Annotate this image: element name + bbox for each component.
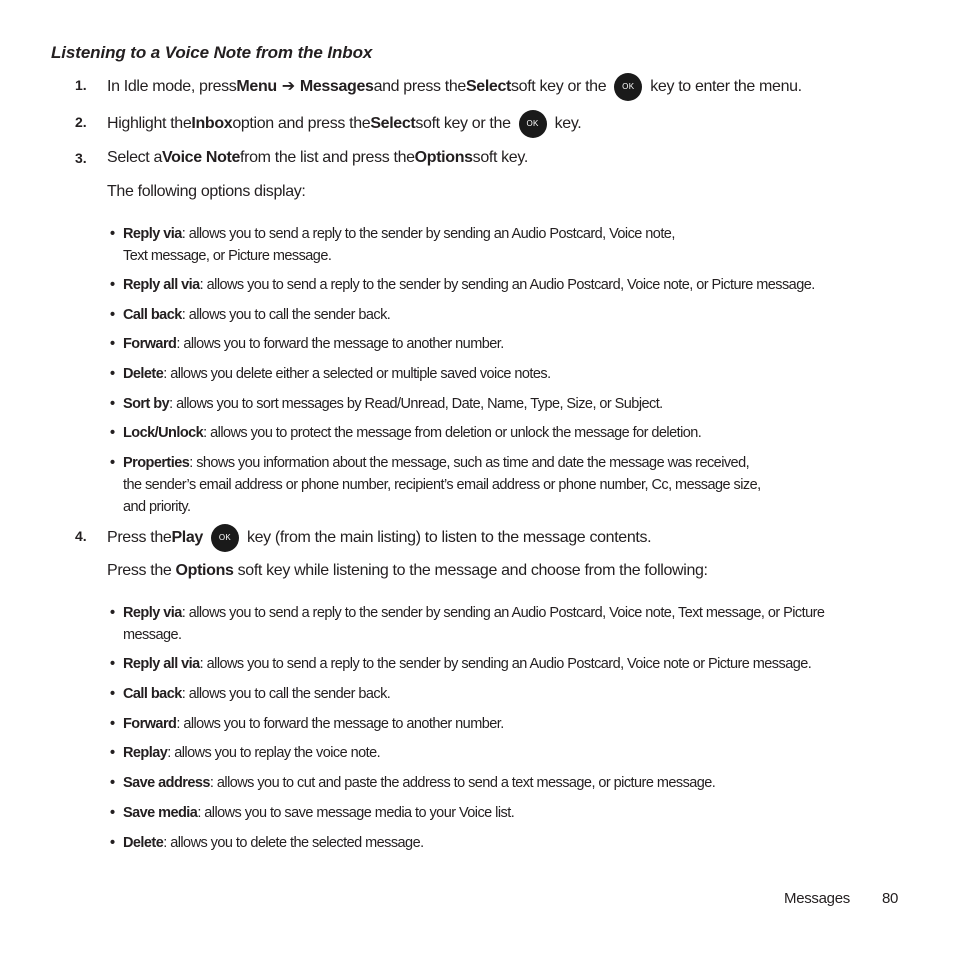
list-item-text — [123, 393, 663, 415]
list-item-line: message. — [123, 627, 182, 643]
bullet-icon: • — [110, 686, 115, 702]
step-number: 4. — [75, 528, 87, 544]
list-item-line: Reply via: allows you to send a reply to the sender by sending an Audio Postcard, Voice note, — [123, 226, 675, 242]
option-label: Delete — [123, 835, 164, 851]
option-label: Forward — [123, 716, 177, 732]
page-number: 80 — [882, 890, 899, 907]
select-label: Select — [370, 115, 416, 132]
list-item-text — [123, 274, 815, 296]
list-item-line: Forward: allows you to forward the message to another number. — [123, 716, 504, 732]
list-item-text — [123, 602, 824, 646]
option-label: Call back — [123, 307, 182, 323]
option-label: Reply all via — [123, 656, 200, 672]
list-item-text — [123, 802, 514, 824]
bullet-icon: • — [110, 775, 115, 791]
bullet-icon: • — [110, 656, 115, 672]
ok-key-icon: OK — [614, 73, 642, 101]
bullet-icon: • — [110, 716, 115, 732]
list-item-text — [123, 832, 424, 854]
list-item-line: the sender’s email address or phone number, recipient’s email address or phone number, Cc, message size, — [123, 477, 761, 493]
messages-label: Messages — [299, 78, 374, 95]
option-label: Sort by — [123, 396, 170, 412]
list-item-text — [123, 304, 390, 326]
option-label: Properties — [123, 455, 190, 471]
options-label: Options — [414, 149, 473, 166]
bullet-icon: • — [110, 745, 115, 761]
step-text: Press the Play OK key (from the main listing) to listen to the message contents. — [107, 524, 651, 552]
list-item-text — [123, 452, 761, 518]
list-item-text — [123, 742, 380, 764]
step-text: Select a Voice Note from the list and press the Options soft key. — [107, 146, 528, 170]
list-item-text — [123, 653, 811, 675]
bullet-icon: • — [110, 277, 115, 293]
bullet-icon: • — [110, 425, 115, 441]
step-text: In Idle mode, press Menu ➔ Messages and press the Select soft key or the OK key to enter the menu. — [107, 73, 802, 101]
list-item-line: Lock/Unlock: allows you to protect the message from deletion or unlock the message for deletion. — [123, 425, 702, 441]
list-item-line: Text message, or Picture message. — [123, 248, 332, 264]
list-item-text — [123, 713, 504, 735]
list-item-line: Call back: allows you to call the sender back. — [123, 686, 391, 702]
bullet-icon: • — [110, 307, 115, 323]
list-item-line: Properties: shows you information about the message, such as time and date the message was received, — [123, 455, 750, 471]
bullet-icon: • — [110, 366, 115, 382]
inbox-label: Inbox — [191, 115, 233, 132]
options-intro-2: Press the Options soft key while listening to the message and choose from the following: — [107, 562, 708, 579]
bullet-icon: • — [110, 396, 115, 412]
list-item-text — [123, 772, 715, 794]
list-item-line: Replay: allows you to replay the voice note. — [123, 745, 381, 761]
step-number: 1. — [75, 77, 87, 93]
select-label: Select — [465, 78, 512, 95]
list-item-line: Reply via: allows you to send a reply to the sender by sending an Audio Postcard, Voice note, Text message, or Picture — [123, 605, 825, 621]
options-label: Options — [175, 562, 234, 579]
bullet-icon: • — [110, 455, 115, 471]
list-item-line: Delete: allows you delete either a selected or multiple saved voice notes. — [123, 366, 551, 382]
step-number: 3. — [75, 150, 87, 166]
section-title: Listening to a Voice Note from the Inbox — [51, 43, 373, 62]
option-label: Delete — [123, 366, 164, 382]
bullet-icon: • — [110, 605, 115, 621]
list-item-line: Reply all via: allows you to send a reply to the sender by sending an Audio Postcard, Voice note, or Picture message. — [123, 277, 815, 293]
option-label: Reply all via — [123, 277, 200, 293]
bullet-icon: • — [110, 336, 115, 352]
list-item-text — [123, 223, 675, 267]
option-label: Call back — [123, 686, 182, 702]
bullet-icon: • — [110, 805, 115, 821]
ok-key-icon: OK — [519, 110, 547, 138]
menu-label: Menu — [236, 78, 277, 95]
list-item-line: Delete: allows you to delete the selected message. — [123, 835, 424, 851]
option-label: Forward — [123, 336, 177, 352]
play-label: Play — [171, 529, 203, 546]
list-item-line: Forward: allows you to forward the message to another number. — [123, 336, 504, 352]
list-item-line: Save address: allows you to cut and paste the address to send a text message, or picture message. — [123, 775, 716, 791]
list-item-line: Call back: allows you to call the sender back. — [123, 307, 391, 323]
list-item-line: Save media: allows you to save message media to your Voice list. — [123, 805, 515, 821]
list-item-text — [123, 333, 504, 355]
arrow-icon: ➔ — [281, 78, 295, 95]
list-item-line: and priority. — [123, 499, 191, 515]
footer-section: Messages — [784, 890, 850, 907]
list-item-text — [123, 683, 390, 705]
option-label: Reply via — [123, 605, 182, 621]
bullet-icon: • — [110, 835, 115, 851]
list-item-line: Sort by: allows you to sort messages by Read/Unread, Date, Name, Type, Size, or Subject. — [123, 396, 663, 412]
voice-note-label: Voice Note — [162, 149, 241, 166]
option-label: Save media — [123, 805, 198, 821]
bullet-icon: • — [110, 226, 115, 242]
option-label: Save address — [123, 775, 210, 791]
step-text: Highlight the Inbox option and press the Select soft key or the OK key. — [107, 110, 581, 138]
options-intro: The following options display: — [107, 183, 306, 200]
step-number: 2. — [75, 114, 87, 130]
list-item-text — [123, 363, 551, 385]
list-item-text — [123, 422, 701, 444]
ok-key-icon: OK — [211, 524, 239, 552]
option-label: Reply via — [123, 226, 182, 242]
option-label: Lock/Unlock — [123, 425, 204, 441]
list-item-line: Reply all via: allows you to send a reply to the sender by sending an Audio Postcard, Voice note or Picture message. — [123, 656, 812, 672]
option-label: Replay — [123, 745, 168, 761]
